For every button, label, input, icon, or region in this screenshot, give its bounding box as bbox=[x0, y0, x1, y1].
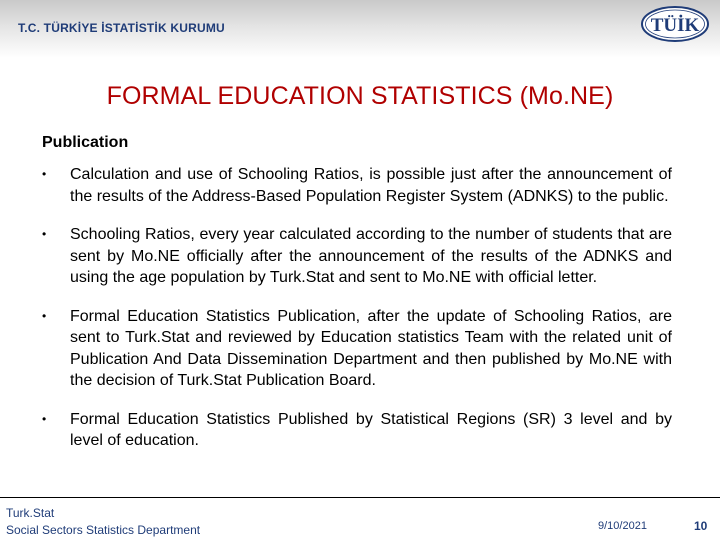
footer-organization bbox=[6, 505, 200, 539]
bullet-marker: • bbox=[42, 411, 47, 426]
slide-title: FORMAL EDUCATION STATISTICS (Mo.NE) bbox=[106, 82, 614, 110]
bullet-item bbox=[42, 409, 672, 452]
footer-date: 9/10/2021 bbox=[598, 520, 647, 532]
footer-divider bbox=[0, 497, 720, 498]
bullet-text: Formal Education Statistics Published by Statistical Regions (SR) 3 level and by level of education. bbox=[70, 410, 672, 449]
logo-text: TÜİK bbox=[650, 15, 700, 36]
bullet-marker: • bbox=[42, 167, 47, 181]
bullet-text: Formal Education Statistics Publication, after the update of Schooling Ratios, are sent to Turk.Stat and reviewed by Education statistics Team with the related unit of Publication And Data Dissemination Department and then published by Mo.NE with the decision of Turk.Stat Publication Board. bbox=[70, 307, 672, 389]
tuik-logo bbox=[640, 5, 710, 43]
organization-name: T.C. TÜRKİYE İSTATİSTİK KURUMU bbox=[18, 21, 225, 35]
bullet-text: Schooling Ratios, every year calculated according to the number of students that are sent by Mo.NE officially after the announcement of the results of the ADNKS and using the age population by Turk.Stat and sent to Mo.NE with official letter. bbox=[70, 226, 672, 286]
bullet-marker: • bbox=[42, 308, 47, 323]
footer-org-line2: Social Sectors Statistics Department bbox=[6, 523, 201, 537]
bullet-item bbox=[42, 164, 672, 207]
footer-org-line1: Turk.Stat bbox=[6, 506, 55, 520]
bullet-list bbox=[42, 164, 672, 452]
bullet-item bbox=[42, 306, 672, 392]
section-heading: Publication bbox=[42, 134, 129, 151]
page-number: 10 bbox=[694, 519, 708, 533]
bullet-item bbox=[42, 224, 672, 289]
bullet-marker: • bbox=[42, 227, 47, 241]
bullet-text: Calculation and use of Schooling Ratios, is possible just after the announcement of the results of the Address-Based Population Register System (ADNKS) to the public. bbox=[70, 166, 672, 205]
